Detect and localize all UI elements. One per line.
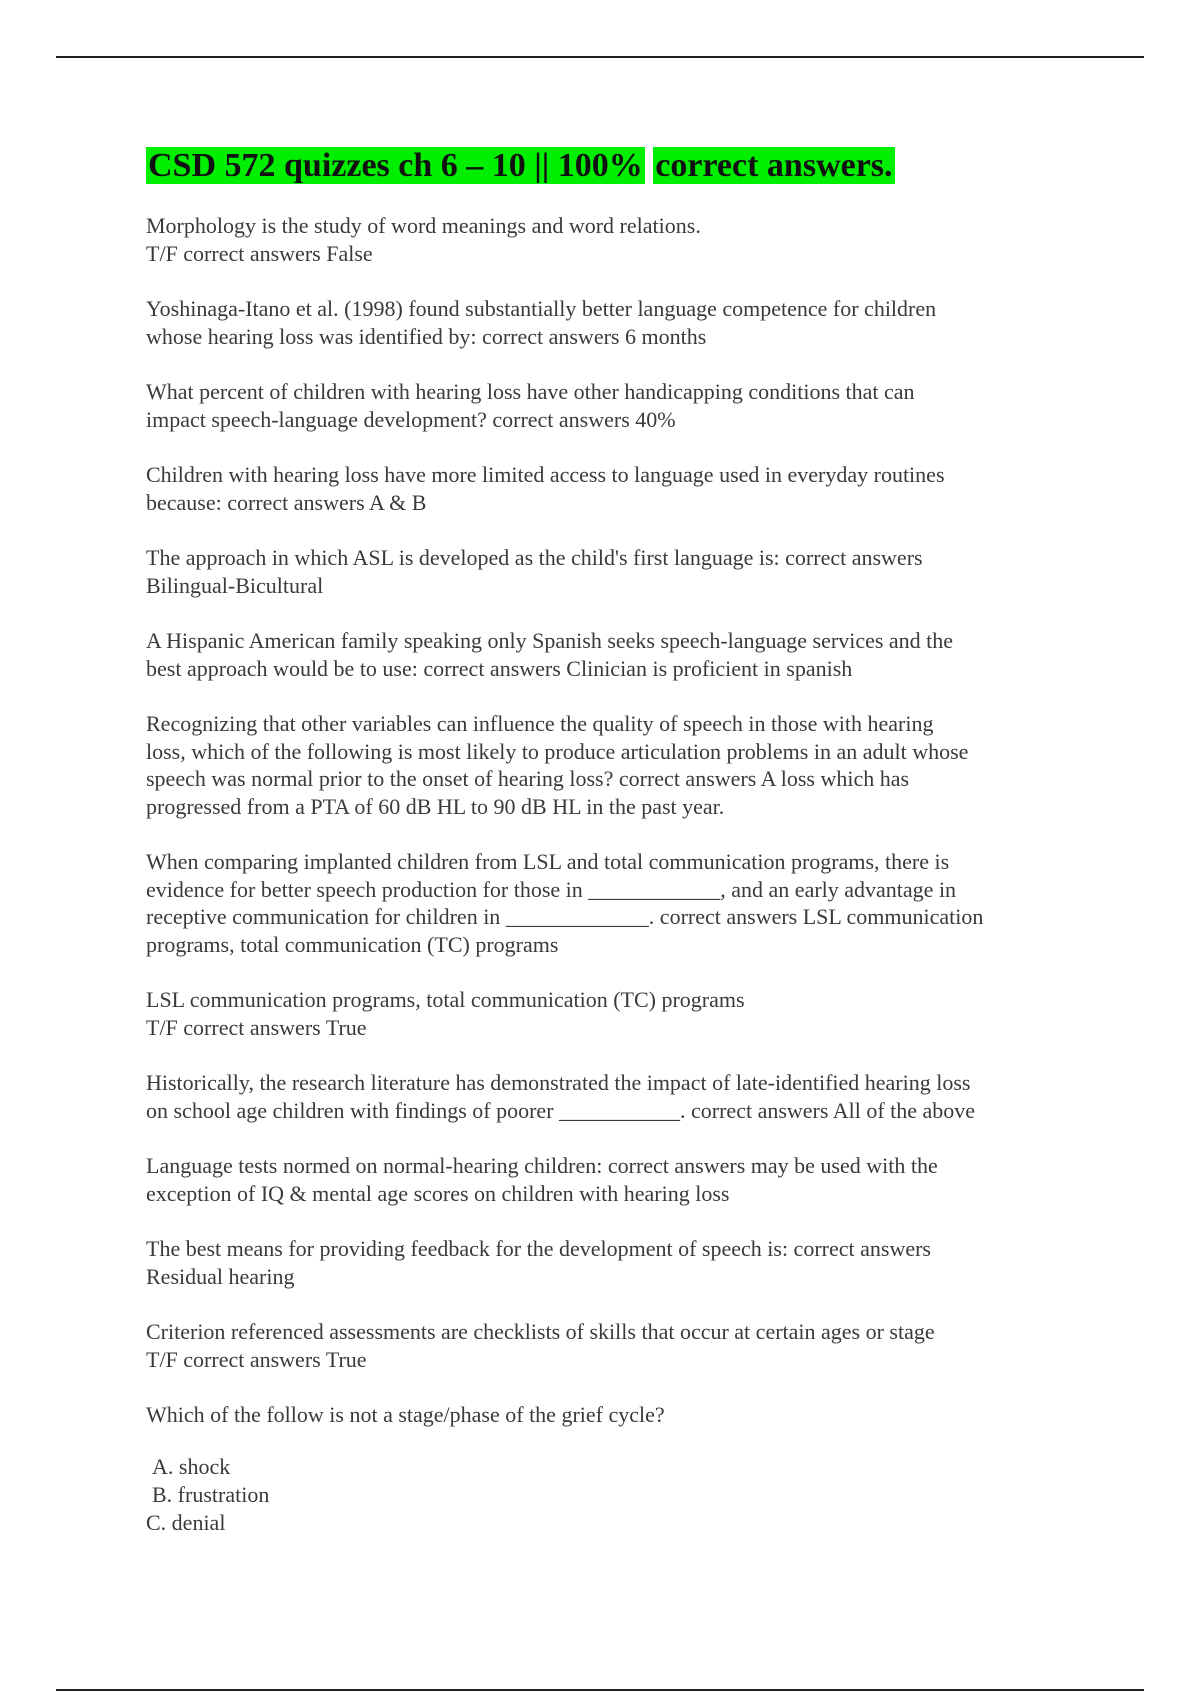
answer-options [146,1453,1066,1537]
qa-line: Morphology is the study of word meanings and word relations. [146,213,701,238]
qa-line: on school age children with findings of poorer ___________. correct answers All of the above [146,1097,976,1123]
qa-line: progressed from a PTA of 60 dB HL to 90 dB HL in the past year. [146,793,725,819]
bottom-rule [56,1689,1144,1691]
qa-item [146,544,1066,599]
qa-line: T/F correct answers False [146,240,373,266]
qa-line: Recognizing that other variables can influence the quality of speech in those with hearing [146,711,934,736]
qa-item [146,1152,1066,1207]
qa-line: exception of IQ & mental age scores on children with hearing loss [146,1180,730,1206]
qa-line: Bilingual-Bicultural [146,572,324,598]
qa-item [146,710,1066,820]
title-highlight-part1: CSD 572 quizzes ch 6 – 10 || 100% [148,147,643,184]
qa-line: T/F correct answers True [146,1014,367,1040]
qa-line: The approach in which ASL is developed as the child's first language is: correct answers [146,545,923,570]
qa-line: What percent of children with hearing loss have other handicapping conditions that can [146,379,915,404]
qa-line: speech was normal prior to the onset of hearing loss? correct answers A loss which has [146,766,910,791]
qa-item [146,295,1066,350]
qa-line: impact speech-language development? correct answers 40% [146,406,676,432]
qa-line: best approach would be to use: correct answers Clinician is proficient in spanish [146,655,853,681]
qa-line: The best means for providing feedback for the development of speech is: correct answers [146,1236,931,1261]
qa-line: whose hearing loss was identified by: correct answers 6 months [146,323,707,349]
qa-line: loss, which of the following is most likely to produce articulation problems in an adult whose [146,738,969,764]
qa-item [146,378,1066,433]
qa-item [146,848,1066,958]
qa-item [146,1235,1066,1290]
qa-line: Children with hearing loss have more limited access to language used in everyday routines [146,462,945,487]
qa-item [146,1318,1066,1373]
top-rule [56,56,1144,58]
qa-line: Criterion referenced assessments are checklists of skills that occur at certain ages or stage [146,1319,935,1344]
qa-line: T/F correct answers True [146,1346,367,1372]
qa-line: Historically, the research literature has demonstrated the impact of late-identified hearing loss [146,1070,971,1095]
document-body [146,146,1066,1537]
qa-item [146,461,1066,516]
qa-line: When comparing implanted children from LSL and total communication programs, there is [146,849,950,874]
qa-line: Language tests normed on normal-hearing children: correct answers may be used with the [146,1153,938,1178]
option-item: A. shock [152,1453,231,1479]
document-title [146,146,1066,186]
qa-line: A Hispanic American family speaking only Spanish seeks speech-language services and the [146,628,954,653]
qa-item [146,627,1066,682]
qa-line: receptive communication for children in _____________. correct answers LSL communication [146,904,984,929]
qa-item [146,1069,1066,1124]
option-item: C. denial [146,1509,226,1535]
qa-line: Residual hearing [146,1263,295,1289]
qa-item [146,1401,1066,1429]
qa-line: programs, total communication (TC) programs [146,931,559,957]
qa-line: Which of the follow is not a stage/phase of the grief cycle? [146,1402,665,1427]
qa-item [146,986,1066,1041]
qa-line: LSL communication programs, total communication (TC) programs [146,987,745,1012]
qa-line: Yoshinaga-Itano et al. (1998) found substantially better language competence for children [146,296,937,321]
option-item: B. frustration [152,1481,270,1507]
title-highlight-part2: correct answers. [655,147,893,184]
qa-item [146,212,1066,267]
qa-line: because: correct answers A & B [146,489,427,515]
qa-line: evidence for better speech production for those in ____________, and an early advantage in [146,876,957,902]
